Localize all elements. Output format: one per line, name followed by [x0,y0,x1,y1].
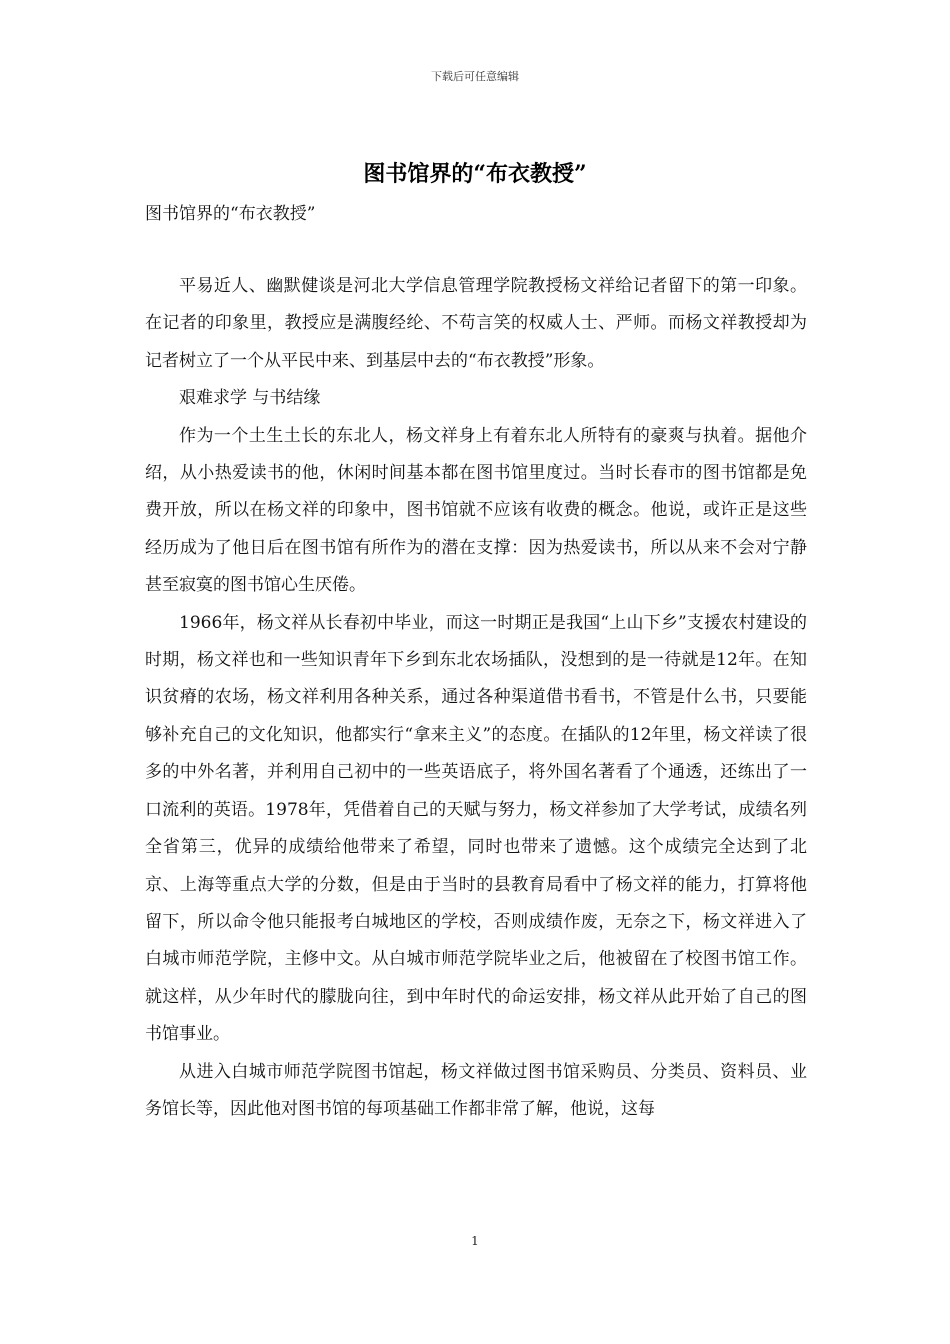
paragraph-childhood: 作为一个土生土长的东北人，杨文祥身上有着东北人所特有的豪爽与执着。据他介绍，从小热爱读书的他，休闲时间基本都在图书馆里度过。当时长春市的图书馆都是免费开放，所以在杨文祥的印象中，图书馆就不应该有收费的概念。他说，或许正是这些经历成为了他日后在图书馆有所作为的潜在支撑：因为热爱读书，所以从来不会对宁静甚至寂寞的图书馆心生厌倦。 [145,425,807,596]
paragraph-library-career: 从进入白城市师范学院图书馆起，杨文祥做过图书馆采购员、分类员、资料员、业务馆长等，因此他对图书馆的每项基础工作都非常了解，他说，这每 [145,1061,807,1119]
document-subtitle: 图书馆界的“布衣教授” [145,204,316,224]
page-number: 1 [471,1234,479,1248]
document-body [145,268,807,1128]
header-note: 下载后可任意编辑 [431,70,519,83]
paragraph-intro: 平易近人、幽默健谈是河北大学信息管理学院教授杨文祥给记者留下的第一印象。在记者的印象里，教授应是满腹经纶、不苟言笑的权威人士、严师。而杨文祥教授却为记者树立了一个从平民中来、到基层中去的“布衣教授”形象。 [145,276,807,371]
document-title: 图书馆界的“布衣教授” [363,161,587,187]
section-heading: 艰难求学 与书结缘 [179,388,321,409]
paragraph-countryside: 1966年，杨文祥从长春初中毕业，而这一时期正是我国“上山下乡”支援农村建设的时期，杨文祥也和一些知识青年下乡到东北农场插队，没想到的是一待就是12年。在知识贫瘠的农场，杨文祥利用各种关系，通过各种渠道借书看书，不管是什么书，只要能够补充自己的文化知识，他都实行“拿来主义”的态度。在插队的12年里，杨文祥读了很多的中外名著，并利用自己初中的一些英语底子，将外国名著看了个通透，还练出了一口流利的英语。1978年，凭借着自己的天赋与努力，杨文祥参加了大学考试，成绩名列全省第三，优异的成绩给他带来了希望，同时也带来了遗憾。这个成绩完全达到了北京、上海等重点大学的分数，但是由于当时的县教育局看中了杨文祥的能力，打算将他留下，所以命令他只能报考白城地区的学校，否则成绩作废，无奈之下，杨文祥进入了白城市师范学院，主修中文。从白城市师范学院毕业之后，他被留在了校图书馆工作。就这样，从少年时代的朦胧向往，到中年时代的命运安排，杨文祥从此开始了自己的图书馆事业。 [145,612,807,1045]
